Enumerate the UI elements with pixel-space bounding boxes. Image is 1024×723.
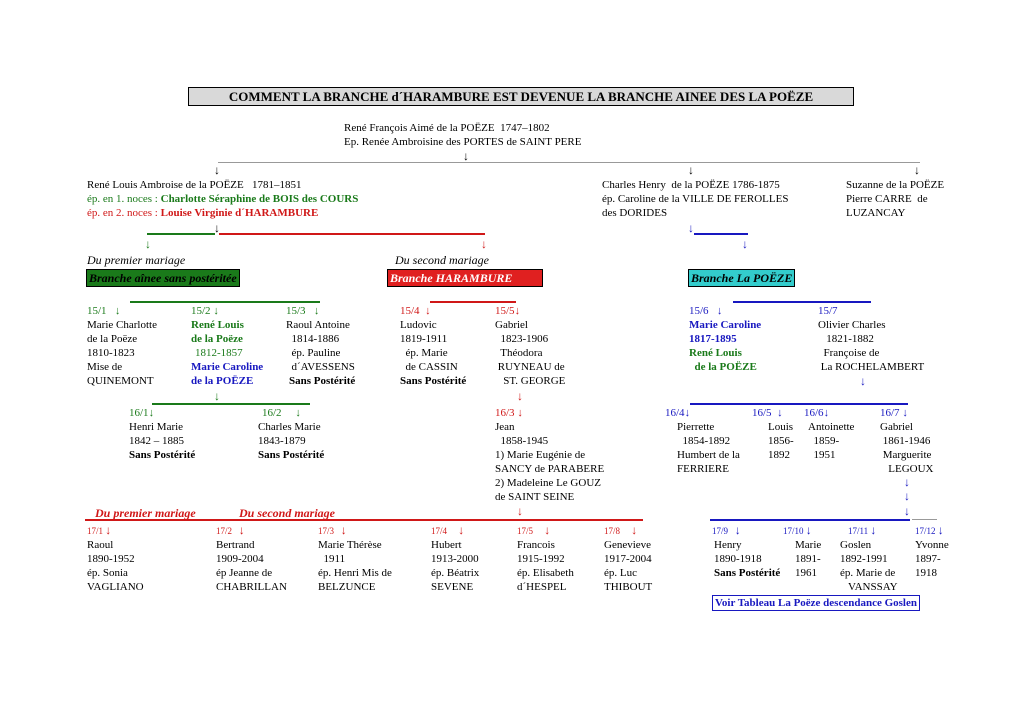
num-16-3: 16/3 ↓ [495,407,523,419]
num-17-9: 17/9 ↓ [712,523,741,537]
person-17-12: Yvonne 1897- 1918 [915,539,949,579]
arrow-down-icon: ↓ [688,163,694,177]
connector-line [218,162,920,163]
num-label: 15/1 [87,305,107,317]
num-label: 15/5 [495,305,515,317]
person-15-2-name: René Louis de la Poëze [191,319,244,345]
num-17-3: 17/3 ↓ [318,523,347,537]
connector-line [130,301,320,303]
person-17-11: Goslen 1892-1991 ép. Marie de VANSSAY [840,539,898,593]
person-17-4: Hubert 1913-2000 ép. Béatrix SEVENE [431,539,480,593]
voir-tableau-link[interactable]: Voir Tableau La Poëze descendance Goslen [712,595,920,611]
num-label: 16/7 [880,407,900,419]
num-label: 16/6 [804,407,824,419]
person-17-1: Raoul 1890-1952 ép. Sonia VAGLIANO [87,539,144,593]
num-15-2: 15/2 ↓ [191,305,219,317]
arrow-down-icon: ↓ [688,221,694,235]
connector-line [147,233,215,235]
num-15-1: 15/1 ↓ [87,305,121,317]
num-label: 17/2 [216,526,233,536]
num-17-8: 17/8 ↓ [604,523,638,537]
num-label: 16/1 [129,407,149,419]
noces1-label: ép. en 1. noces : [87,193,161,205]
person-16-2: Charles Marie 1843-1879 [258,421,321,447]
person-16-1-note: Sans Postérité [129,449,196,461]
num-label: 17/9 [712,526,729,536]
num-16-5: 16/5 ↓ [752,407,783,419]
root-line2: Ep. Renée Ambroisine des PORTES de SAINT PERE [344,136,582,148]
arrow-down-icon: ↓ [860,374,866,388]
num-17-4: 17/4 ↓ [431,523,465,537]
num-label: 17/10 [783,526,804,536]
num-label: 15/4 [400,305,420,317]
num-15-7: 15/7 [818,305,838,317]
num-label: 17/4 [431,526,448,536]
connector-line [219,233,485,235]
noces2-label: ép. en 2. noces : [87,207,161,219]
person-15-2-dates: 1812-1857 [195,347,243,359]
noces1-name: Charlotte Séraphine de BOIS des COURS [160,193,359,205]
person-16-6: Antoinette 1859- 1951 [808,421,855,461]
connector-line [733,301,871,303]
num-15-6: 15/6 ↓ [689,305,723,317]
person-15-6-spouse: René Louis de la POËZE [689,347,757,373]
num-label: 17/8 [604,526,621,536]
rene-louis-ambroise: René Louis Ambroise de la POËZE 1781–1851 [87,179,302,191]
person-17-9: Henry 1890-1918 [714,539,762,565]
noces2 [87,206,318,220]
person-17-10: Marie 1891- 1961 [795,539,822,579]
person-17-2: Bertrand 1909-2004 ép Jeanne de CHABRILLAN [216,539,287,593]
branche-harambure-box: Branche HARAMBURE [387,269,543,287]
num-label: 16/3 [495,407,515,419]
arrow-down-icon: ↓ [517,504,523,518]
num-label: 17/1 [87,526,104,536]
arrow-down-icon: ↓ [481,237,487,251]
num-label: 16/4 [665,407,685,419]
num-17-1: 17/1 ↓ [87,523,112,537]
arrow-down-icon: ↓ [904,504,910,518]
num-label: 17/5 [517,526,534,536]
num-label: 17/3 [318,526,335,536]
num-label: 17/12 [915,526,936,536]
person-15-3-note: Sans Postérité [289,375,356,387]
person-17-3: Marie Thérèse 1911 ép. Henri Mis de BELZUNCE [318,539,392,593]
person-15-2-spouse: Marie Caroline de la POËZE [191,361,264,387]
charles-henry: Charles Henry de la POËZE 1786-1875 ép. Caroline de la VILLE DE FEROLLES des DORIDES [602,179,789,219]
arrow-down-icon: ↓ [145,237,151,251]
connector-line [85,519,643,521]
person-15-6-name: Marie Caroline 1817-1895 [689,319,762,345]
person-15-4: Ludovic 1819-1911 ép. Marie de CASSIN [400,319,458,373]
num-label: 15/6 [689,305,709,317]
person-17-8: Genevieve 1917-2004 ép. Luc THIBOUT [604,539,653,593]
gen17-premier-label: Du premier mariage [95,506,196,520]
arrow-down-icon: ↓ [214,221,220,235]
second-mariage-label: Du second mariage [395,253,489,267]
noces1 [87,192,358,206]
person-15-3: Raoul Antoine 1814-1886 ép. Pauline d´AVESSENS [286,319,355,373]
person-15-7: Olivier Charles 1821-1882 Françoise de La ROCHELAMBERT [818,319,925,373]
num-17-11: 17/11 ↓ [848,523,877,537]
arrow-down-icon: ↓ [742,237,748,251]
connector-line [912,519,937,520]
num-16-2: 16/2 ↓ [262,407,301,419]
num-16-4: 16/4↓ [665,407,691,419]
connector-line [690,403,908,405]
person-15-4-note: Sans Postérité [400,375,467,387]
connector-line [710,519,910,521]
num-17-10: 17/10 ↓ [783,523,812,537]
num-17-12: 17/12 ↓ [915,523,944,537]
num-15-4: 15/4 ↓ [400,305,431,317]
person-16-4: Pierrette 1854-1892 Humbert de la FERRIERE [677,421,740,475]
num-label: 16/5 [752,407,772,419]
num-16-7: 16/7 ↓ [880,407,908,419]
gen17-second-label: Du second mariage [239,506,335,520]
person-16-2-note: Sans Postérité [258,449,325,461]
arrow-down-icon: ↓ [904,475,910,489]
suzanne: Suzanne de la POËZE Pierre CARRE de LUZANCAY [846,179,945,219]
premier-mariage-label: Du premier mariage [87,253,186,267]
num-16-6: 16/6↓ [804,407,830,419]
arrow-down-icon: ↓ [517,389,523,403]
page-title: COMMENT LA BRANCHE d´HARAMBURE EST DEVENUE LA BRANCHE AINEE DES LA POËZE [188,87,854,106]
noces2-name: Louise Virginie d´HARAMBURE [160,207,319,219]
arrow-down-icon: ↓ [214,163,220,177]
num-label: 17/11 [848,526,869,536]
num-15-3: 15/3 ↓ [286,305,320,317]
person-15-1: Marie Charlotte de la Poëze 1810-1823 Mise de QUINEMONT [87,319,157,387]
num-15-5: 15/5↓ [495,305,521,317]
num-16-1: 16/1↓ [129,407,155,419]
branche-la-poeze-box: Branche La POËZE [688,269,795,287]
person-16-3: Jean 1858-1945 1) Marie Eugénie de SANCY de PARABERE 2) Madeleine Le GOUZ de SAINT SEINE [495,421,605,503]
num-label: 16/2 [262,407,282,419]
root-line1: René François Aimé de la POËZE 1747–1802 [344,122,550,134]
num-17-2: 17/2 ↓ [216,523,245,537]
arrow-down-icon: ↓ [904,489,910,503]
person-17-9-note: Sans Postérité [714,567,781,579]
num-label: 15/3 [286,305,306,317]
person-16-7: Gabriel 1861-1946 Marguerite LEGOUX [880,421,934,475]
person-16-1: Henri Marie 1842 – 1885 [129,421,184,447]
num-17-5: 17/5 ↓ [517,523,551,537]
person-15-5: Gabriel 1823-1906 Théodora RUYNEAU de ST. GEORGE [495,319,566,387]
person-17-5: Francois 1915-1992 ép. Elisabeth d´HESPEL [517,539,574,593]
arrow-down-icon: ↓ [214,389,220,403]
connector-line [152,403,310,405]
branche-ainee-box: Branche aînee sans postéritée [86,269,240,287]
person-16-5: Louis 1856- 1892 [768,421,794,461]
arrow-down-icon: ↓ [463,149,469,163]
connector-line [430,301,516,303]
connector-line [694,233,748,235]
arrow-down-icon: ↓ [914,163,920,177]
num-label: 15/2 [191,305,211,317]
